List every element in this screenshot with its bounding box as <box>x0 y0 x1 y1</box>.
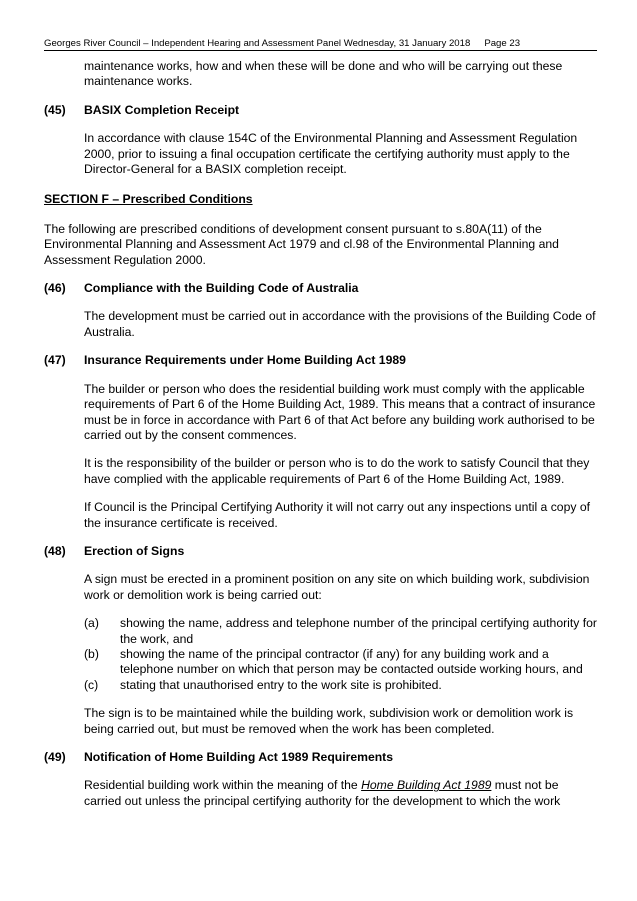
list-label: (a) <box>84 616 99 631</box>
paragraph: If Council is the Principal Certifying Authority it will not carry out any inspections until a copy of the insurance certificate is received. <box>84 500 591 530</box>
condition-heading-45 <box>44 103 597 118</box>
paragraph: A sign must be erected in a prominent position on any site on which building work, subdivision work or demolition work is being carried out: <box>84 572 590 602</box>
list-text: showing the name of the principal contractor (if any) for any building work and a telephone number on which that person may be contacted outside working hours, and <box>120 646 583 677</box>
condition-number: (49) <box>44 750 66 764</box>
paragraph: The development must be carried out in accordance with the provisions of the Building Code of Australia. <box>84 309 596 339</box>
document-body <box>44 59 597 809</box>
condition-number: (45) <box>44 102 66 117</box>
condition-title: Notification of Home Building Act 1989 Requirements <box>84 750 394 764</box>
list-label: (b) <box>84 646 99 661</box>
condition-title: Insurance Requirements under Home Building Act 1989 <box>84 353 406 368</box>
condition-title: Compliance with the Building Code of Australia <box>84 281 359 296</box>
section-heading: SECTION F – Prescribed Conditions <box>44 192 253 207</box>
list-item <box>84 647 597 678</box>
paragraph: It is the responsibility of the builder or person who is to do the work to satisfy Council that they have complied with the applicable requirements of Part 6 of the Home Building Act, 1989. <box>84 456 590 486</box>
condition-heading-46 <box>44 281 597 296</box>
paragraph: The following are prescribed conditions of development consent pursuant to s.80A(11) of the Environmental Planning and Assessment Act 1979 and cl.98 of the Environmental Planning and Assessment Regulation 2000. <box>44 221 559 267</box>
condition-number: (46) <box>44 281 66 296</box>
page-number: Page 23 <box>484 38 521 49</box>
act-reference: Home Building Act 1989 <box>361 778 492 793</box>
header-title: Georges River Council – Independent Hearing and Assessment Panel Wednesday, 31 January 2018 <box>44 38 471 49</box>
list-text: showing the name, address and telephone number of the principal certifying authority for the work, and <box>120 616 597 646</box>
paragraph-text: Residential building work within the meaning of the <box>84 778 362 793</box>
page-header <box>44 37 597 51</box>
list-text: stating that unauthorised entry to the work site is prohibited. <box>120 677 442 692</box>
condition-number: (48) <box>44 543 66 558</box>
condition-number: (47) <box>44 353 66 368</box>
paragraph: The sign is to be maintained while the building work, subdivision work or demolition work is being carried out, but must be removed when the work has been completed. <box>84 706 574 736</box>
paragraph: In accordance with clause 154C of the Environmental Planning and Assessment Regulation 2000, prior to issuing a final occupation certificate the certifying authority must apply to the Director-General for a BASIX completion receipt. <box>84 131 578 177</box>
sign-requirements-list <box>44 616 597 693</box>
condition-heading-48 <box>44 544 597 559</box>
condition-heading-49 <box>44 750 597 765</box>
condition-title: BASIX Completion Receipt <box>84 102 240 117</box>
paragraph: maintenance works, how and when these will be done and who will be carrying out these maintenance works. <box>84 59 563 89</box>
paragraph: The builder or person who does the residential building work must comply with the applicable requirements of Part 6 of the Home Building Act, 1989. This means that a contract of insurance must be in force in accordance with Part 6 of that Act before any building work authorised to be carried out by the consent commences. <box>84 381 596 442</box>
paragraph <box>84 778 597 809</box>
list-label: (c) <box>84 677 99 692</box>
condition-title: Erection of Signs <box>84 543 185 558</box>
list-item <box>84 616 597 647</box>
paragraph-text: must not be carried out unless the principal certifying authority for the development to which the work <box>84 778 561 808</box>
list-item <box>84 678 597 693</box>
condition-heading-47 <box>44 353 597 368</box>
